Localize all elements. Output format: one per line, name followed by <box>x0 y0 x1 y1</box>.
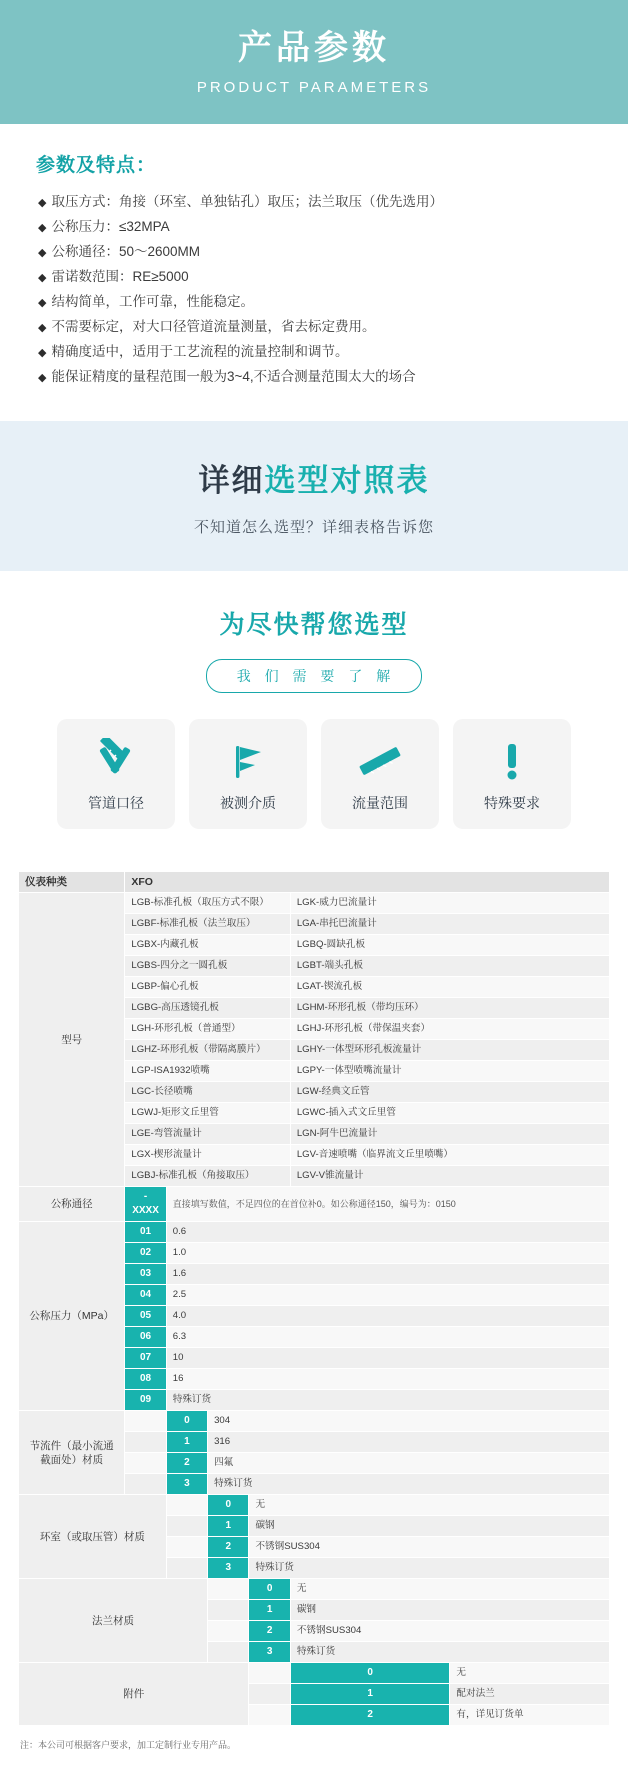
bullet-diamond-icon: ◆ <box>38 347 47 359</box>
page-banner <box>0 0 628 124</box>
model-code-left: LGBP-偏心孔板 <box>125 977 290 998</box>
bullet-diamond-icon: ◆ <box>38 372 47 384</box>
pressure-value: 4.0 <box>166 1306 609 1327</box>
ring-chamber-code: 0 <box>208 1495 249 1516</box>
accessory-code: 0 <box>290 1663 450 1684</box>
accessory-code: 2 <box>290 1705 450 1726</box>
parameters-title: 参数及特点： <box>36 155 157 176</box>
accessory-value: 有，详见订货单 <box>450 1705 610 1726</box>
model-code-right: LGAT-锲流孔板 <box>290 977 609 998</box>
row-label-throttle-material: 节流件（最小流通截面处）材质 <box>19 1411 125 1495</box>
title-highlight: 选型对照表 <box>264 463 430 498</box>
list-item <box>36 266 592 289</box>
row-label-model: 型号 <box>19 893 125 1187</box>
pressure-value: 10 <box>166 1348 609 1369</box>
flange-value: 特殊订货 <box>290 1642 609 1663</box>
pressure-code: 06 <box>125 1327 166 1348</box>
exclamation-icon <box>489 735 535 787</box>
model-code-right: LGBT-端头孔板 <box>290 956 609 977</box>
ring-chamber-value: 特殊订货 <box>249 1558 610 1579</box>
parameter-text: 结构简单，工作可靠，性能稳定。 <box>51 294 254 309</box>
model-code-left: LGP-ISA1932喷嘴 <box>125 1061 290 1082</box>
helper-title: 为尽快帮您选型 <box>219 611 409 639</box>
model-code-left: LGC-长径喷嘴 <box>125 1082 290 1103</box>
selection-table-title <box>0 455 628 500</box>
selection-table <box>18 871 610 1726</box>
helper-card-medium[interactable] <box>189 719 307 829</box>
model-code-right: LGA-串托巴流量计 <box>290 914 609 935</box>
title-prefix: 详细 <box>198 463 265 498</box>
bullet-diamond-icon: ◆ <box>38 272 47 284</box>
ring-chamber-code: 3 <box>208 1558 249 1579</box>
row-label-nominal-pressure: 公称压力（MPa） <box>19 1222 125 1411</box>
throttle-code: 1 <box>166 1432 207 1453</box>
list-item <box>36 341 592 364</box>
accessory-value: 配对法兰 <box>450 1684 610 1705</box>
table-row <box>19 1663 610 1684</box>
pressure-code: 03 <box>125 1264 166 1285</box>
flange-code: 0 <box>249 1579 290 1600</box>
banner-title-en: PRODUCT PARAMETERS <box>196 78 432 96</box>
throttle-code: 3 <box>166 1474 207 1495</box>
list-item <box>36 366 592 389</box>
table-row <box>19 1495 610 1516</box>
flange-value: 不锈钢SUS304 <box>290 1621 609 1642</box>
pressure-code: 08 <box>125 1369 166 1390</box>
parameter-text: 精确度适中，适用于工艺流程的流量控制和调节。 <box>51 344 349 359</box>
flange-code: 3 <box>249 1642 290 1663</box>
helper-card-pipe-diameter[interactable] <box>57 719 175 829</box>
selection-table-subtitle: 不知道怎么选型？详细表格告诉您 <box>193 519 434 536</box>
ruler-icon <box>357 735 403 787</box>
list-item <box>36 291 592 314</box>
header-xfo: XFO <box>125 872 610 893</box>
parameter-text: 不需要标定，对大口径管道流量测量，省去标定费用。 <box>51 319 376 334</box>
pressure-value: 0.6 <box>166 1222 609 1243</box>
model-code-right: LGW-经典文丘管 <box>290 1082 609 1103</box>
model-code-left: LGWJ-矩形文丘里管 <box>125 1103 290 1124</box>
header-instrument-type: 仪表种类 <box>19 872 125 893</box>
model-code-right: LGV-音速喷嘴（临界流文丘里喷嘴） <box>290 1145 609 1166</box>
table-footnote: 注：本公司可根据客户要求，加工定制行业专用产品。 <box>20 1740 237 1750</box>
pressure-code: 04 <box>125 1285 166 1306</box>
list-item <box>36 316 592 339</box>
pressure-value: 2.5 <box>166 1285 609 1306</box>
ring-chamber-value: 碳钢 <box>249 1516 610 1537</box>
ring-chamber-value: 无 <box>249 1495 610 1516</box>
flange-code: 1 <box>249 1600 290 1621</box>
ring-chamber-value: 不锈钢SUS304 <box>249 1537 610 1558</box>
parameter-text: 公称通径：50～2600MM <box>51 244 201 259</box>
parameter-text: 公称压力：≤32MPA <box>51 219 170 234</box>
throttle-value: 四氟 <box>208 1453 610 1474</box>
bullet-diamond-icon: ◆ <box>38 222 47 234</box>
row-label-accessories: 附件 <box>19 1663 249 1726</box>
model-code-right: LGHY-一体型环形孔板流量计 <box>290 1040 609 1061</box>
model-code-left: LGX-楔形流量计 <box>125 1145 290 1166</box>
pressure-value: 特殊订货 <box>166 1390 609 1411</box>
table-row <box>19 893 610 914</box>
list-item <box>36 216 592 239</box>
model-code-left: LGE-弯管流量计 <box>125 1124 290 1145</box>
model-code-right: LGK-威力巴流量计 <box>290 893 609 914</box>
model-code-left: LGBS-四分之一圆孔板 <box>125 956 290 977</box>
helper-pill-label: 我 们 需 要 了 解 <box>206 659 422 693</box>
table-row <box>19 1579 610 1600</box>
pressure-value: 16 <box>166 1369 609 1390</box>
flange-value: 无 <box>290 1579 609 1600</box>
helper-card-label: 管道口径 <box>88 795 144 811</box>
flange-value: 碳钢 <box>290 1600 609 1621</box>
helper-card-special-request[interactable] <box>453 719 571 829</box>
flange-code: 2 <box>249 1621 290 1642</box>
flag-icon <box>225 735 271 787</box>
model-code-right: LGWC-插入式文丘里管 <box>290 1103 609 1124</box>
pressure-value: 1.0 <box>166 1243 609 1264</box>
throttle-value: 304 <box>208 1411 610 1432</box>
pressure-value: 6.3 <box>166 1327 609 1348</box>
parameters-list <box>36 191 592 389</box>
model-code-left: LGB-标准孔板（取压方式不限） <box>125 893 290 914</box>
throttle-code: 2 <box>166 1453 207 1474</box>
parameter-text: 能保证精度的量程范围一般为3~4,不适合测量范围太大的场合 <box>51 369 416 384</box>
throttle-value: 特殊订货 <box>208 1474 610 1495</box>
parameter-text: 雷诺数范围：RE≥5000 <box>51 269 189 284</box>
model-code-left: LGH-环形孔板（普通型） <box>125 1019 290 1040</box>
row-label-ring-chamber-material: 环室（或取压管）材质 <box>19 1495 167 1579</box>
pressure-value: 1.6 <box>166 1264 609 1285</box>
model-code-left: LGBX-内藏孔板 <box>125 935 290 956</box>
helper-card-flow-range[interactable] <box>321 719 439 829</box>
bullet-diamond-icon: ◆ <box>38 297 47 309</box>
throttle-code: 0 <box>166 1411 207 1432</box>
pressure-code: 02 <box>125 1243 166 1264</box>
caliper-icon <box>93 735 139 787</box>
model-code-left: LGHZ-环形孔板（带隔离膜片） <box>125 1040 290 1061</box>
parameters-section <box>0 124 628 421</box>
accessory-value: 无 <box>450 1663 610 1684</box>
helper-card-label: 流量范围 <box>352 795 408 811</box>
table-row <box>19 1411 610 1432</box>
helper-card-label: 被测介质 <box>220 795 276 811</box>
throttle-value: 316 <box>208 1432 610 1453</box>
accessory-code: 1 <box>290 1684 450 1705</box>
pressure-code: 07 <box>125 1348 166 1369</box>
selection-table-intro-section <box>0 421 628 571</box>
row-label-nominal-diameter: 公称通径 <box>19 1187 125 1222</box>
pressure-code: 01 <box>125 1222 166 1243</box>
parameter-text: 取压方式：角接（环室、单独钻孔）取压；法兰取压（优先选用） <box>51 194 443 209</box>
model-code-right: LGN-阿牛巴流量计 <box>290 1124 609 1145</box>
model-code-right: LGBQ-圆缺孔板 <box>290 935 609 956</box>
table-header-row <box>19 872 610 893</box>
nominal-diameter-code: -XXXX <box>125 1187 166 1222</box>
model-code-left: LGBJ-标准孔板（角接取压） <box>125 1166 290 1187</box>
list-item <box>36 191 592 214</box>
list-item <box>36 241 592 264</box>
nominal-diameter-note: 直接填写数值，不足四位的在首位补0。如公称通径150，编号为：0150 <box>166 1187 609 1222</box>
bullet-diamond-icon: ◆ <box>38 247 47 259</box>
ring-chamber-code: 1 <box>208 1516 249 1537</box>
model-code-right: LGHJ-环形孔板（带保温夹套） <box>290 1019 609 1040</box>
pressure-code: 09 <box>125 1390 166 1411</box>
model-code-right: LGV-V锥流量计 <box>290 1166 609 1187</box>
selection-helper-section <box>0 571 628 849</box>
model-code-right: LGHM-环形孔板（带均压环） <box>290 998 609 1019</box>
table-row <box>19 1187 610 1222</box>
bullet-diamond-icon: ◆ <box>38 322 47 334</box>
bullet-diamond-icon: ◆ <box>38 197 47 209</box>
helper-card-label: 特殊要求 <box>484 795 540 811</box>
row-label-flange-material: 法兰材质 <box>19 1579 208 1663</box>
pressure-code: 05 <box>125 1306 166 1327</box>
model-code-right: LGPY-一体型喷嘴流量计 <box>290 1061 609 1082</box>
table-row <box>19 1222 610 1243</box>
ring-chamber-code: 2 <box>208 1537 249 1558</box>
model-code-left: LGBF-标准孔板（法兰取压） <box>125 914 290 935</box>
banner-title-cn: 产品参数 <box>238 29 390 68</box>
model-code-left: LGBG-高压透镜孔板 <box>125 998 290 1019</box>
helper-card-list <box>0 719 628 829</box>
